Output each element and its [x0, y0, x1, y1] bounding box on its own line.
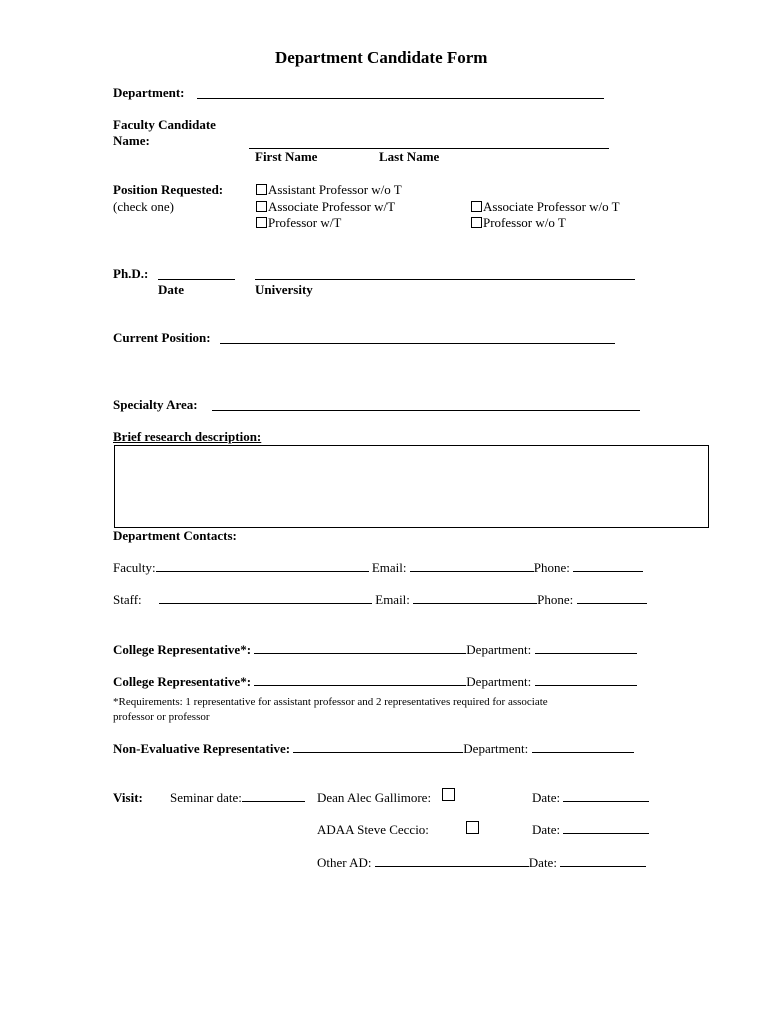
faculty-name-field[interactable]: [156, 560, 369, 572]
college-rep-2-field[interactable]: [254, 674, 466, 686]
non-eval-rep-department-field[interactable]: [532, 741, 634, 753]
option-associate-w-t[interactable]: Associate Professor w/T: [256, 199, 395, 215]
staff-email-field[interactable]: [413, 592, 537, 604]
seminar-date-row: Seminar date:: [170, 790, 305, 806]
requirements-note-cont: professor or professor: [113, 711, 210, 723]
college-rep-2-department-field[interactable]: [535, 674, 637, 686]
option-professor-wo-t[interactable]: Professor w/o T: [471, 215, 566, 231]
research-description-box[interactable]: [114, 445, 709, 528]
department-label: Department:: [113, 85, 185, 100]
dean-label: Dean Alec Gallimore:: [317, 790, 432, 805]
college-rep-1-department-field[interactable]: [535, 642, 637, 654]
option-associate-wo-t[interactable]: Associate Professor w/o T: [471, 199, 620, 215]
adaa-checkbox-icon[interactable]: [466, 821, 479, 834]
adaa-label: ADAA Steve Ceccio:: [317, 822, 429, 837]
phd-label: Ph.D.:: [113, 266, 149, 281]
college-rep-row-1: College Representative*: Department:: [113, 642, 637, 658]
staff-phone-field[interactable]: [577, 592, 647, 604]
non-eval-rep-field[interactable]: [293, 741, 463, 753]
position-requested-label: Position Requested:: [113, 182, 224, 197]
checkbox-icon[interactable]: [256, 184, 267, 195]
current-position-field[interactable]: [220, 332, 615, 344]
faculty-phone-field[interactable]: [573, 560, 643, 572]
specialty-area-field[interactable]: [212, 399, 640, 411]
phd-date-field[interactable]: [158, 268, 235, 280]
checkbox-icon[interactable]: [256, 201, 267, 212]
visit-label: Visit:: [113, 790, 143, 805]
last-name-label: Last Name: [379, 149, 440, 164]
adaa-date-row: Date:: [532, 822, 649, 838]
candidate-name-field[interactable]: [249, 137, 609, 149]
adaa-date-field[interactable]: [563, 822, 649, 834]
checkbox-icon[interactable]: [256, 217, 267, 228]
faculty-email-field[interactable]: [410, 560, 534, 572]
faculty-contact-row: Faculty: Email: Phone:: [113, 560, 643, 576]
specialty-area-label: Specialty Area:: [113, 397, 198, 412]
contacts-label: Department Contacts:: [113, 528, 237, 543]
university-label: University: [255, 282, 313, 297]
staff-contact-row: Staff: Email: Phone:: [113, 592, 647, 608]
check-one-label: (check one): [113, 199, 174, 214]
option-professor-w-t[interactable]: Professor w/T: [256, 215, 341, 231]
faculty-candidate-label: Faculty Candidate: [113, 117, 216, 132]
other-ad-field[interactable]: [375, 855, 529, 867]
phd-date-label: Date: [158, 282, 184, 297]
other-ad-date-field[interactable]: [560, 855, 646, 867]
research-label: Brief research description:: [113, 429, 262, 444]
page-title: Department Candidate Form: [275, 48, 488, 67]
non-eval-rep-row: Non-Evaluative Representative: Department:: [113, 741, 634, 757]
dean-date-row: Date:: [532, 790, 649, 806]
staff-name-field[interactable]: [159, 592, 372, 604]
checkbox-icon[interactable]: [471, 201, 482, 212]
department-field[interactable]: [197, 87, 604, 99]
faculty-candidate-label-name: Name:: [113, 133, 150, 148]
other-ad-row: Other AD: Date:: [317, 855, 646, 871]
college-rep-row-2: College Representative*: Department:: [113, 674, 637, 690]
option-assistant-wo-t[interactable]: Assistant Professor w/o T: [256, 182, 402, 198]
requirements-note: *Requirements: 1 representative for assistant professor and 2 representatives required for associate: [113, 696, 548, 708]
dean-checkbox-icon[interactable]: [442, 788, 455, 801]
seminar-date-field[interactable]: [242, 790, 305, 802]
college-rep-1-field[interactable]: [254, 642, 466, 654]
phd-university-field[interactable]: [255, 268, 635, 280]
current-position-label: Current Position:: [113, 330, 211, 345]
first-name-label: First Name: [255, 149, 318, 164]
checkbox-icon[interactable]: [471, 217, 482, 228]
dean-date-field[interactable]: [563, 790, 649, 802]
